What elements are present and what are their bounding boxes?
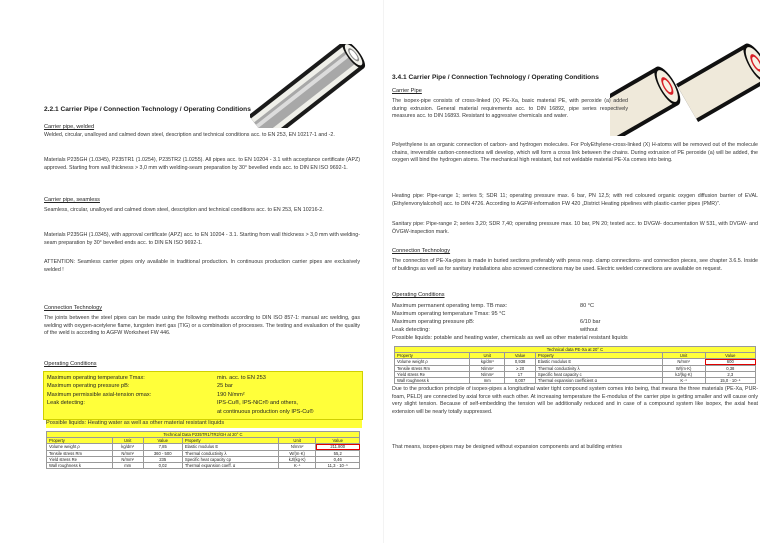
technical-data-table-pexa: [394, 346, 756, 384]
table-header: Unit: [470, 353, 505, 359]
section-heading: 3.4.1 Carrier Pipe / Connection Technology / Operating Conditions: [392, 74, 599, 81]
steel-pipe-photo: [250, 44, 374, 128]
operating-row: Leak detecting: IPS-Cu®, IPS-NiCr® and others,: [47, 400, 298, 407]
operating-title: Operating Conditions: [44, 361, 97, 367]
operating-row: Maximum operating temperature Tmax: min. acc. to EN 253: [47, 375, 266, 381]
seamless-paragraph-1: Seamless, circular, unalloyed and calmed down steel, description and technical conditions acc. to EN 253, EN 10216-2.: [44, 207, 324, 213]
connection-title: Connection Technology: [392, 248, 451, 254]
table-header: Property: [535, 353, 662, 359]
seamless-paragraph-2: Materials P235GH (1.0345), with approval certificate (APZ) acc. to EN 10204 - 3.1. Starting from wall thickness > 3,0 mm with welding-seam preparation by 30° bevelled ends acc. to DIN EN ISO 9692-1.: [44, 232, 360, 246]
operating-row: Maximum operating pressure pB: 25 bar: [47, 383, 233, 390]
table-row: Tensile stress Rm N/mm² 360 - 500 Thermal conductivity λ W/(m·K) 55,2: [47, 450, 360, 456]
operating-footer: Possible liquids: Heating water as well as other material resistant liquids: [46, 420, 362, 428]
highlighted-value: 211.800: [316, 444, 360, 450]
table-header: Value: [143, 438, 182, 444]
table-header: Value: [505, 353, 536, 359]
table-header: Property: [182, 438, 278, 444]
pex-pipes-photo: [610, 36, 760, 136]
table-header: Unit: [112, 438, 143, 444]
operating-row: Maximum operating pressure pB: 6/10 bar: [392, 319, 601, 325]
expansion-paragraph: That means, isopex-pipes may be designed without expansion components and at building entries: [392, 444, 622, 450]
technical-data-table-steel: [46, 431, 360, 469]
table-header: Property: [395, 353, 470, 359]
seamless-title: Carrier pipe, seamless: [44, 197, 100, 203]
operating-title: Operating Conditions: [392, 292, 445, 298]
table-row: Yield stress Re N/mm² 17 Specific heat capacity c kJ/(kg·K) 2,3: [395, 371, 756, 377]
table-row: Wall roughness k mm 0,007 Thermal expansion coefficient α K⁻¹ 15,0 · 10⁻⁵: [395, 377, 756, 383]
table-header: Unit: [278, 438, 316, 444]
table-header: Property: [47, 438, 113, 444]
connection-paragraph: The joints between the steel pipes can be made using the following methods according to DIN ISO 857-1: manual arc welding, gas welding with oxygen-acetylene flame, tungsten inert gas (TIG) or a combination of processes. The testing and evaluation of the quality of the weld is according to AGFW Worksheet FW 446.: [44, 315, 360, 337]
table-header: Unit: [662, 353, 705, 359]
carrier-paragraph-2: Polyethylene is an organic connection of carbon- and hydrogen molecules. For PolyEthylene-cross-linked (X) H-atoms will be removed out of the molecule chains, irreversible carbon-connections will develop, which will form a cross link between the chains. During extrusion of PE peroxide (a) will be added, the oxygen will bind the hydrogen atoms. The mechanical high resistant, but not weldable material PE-Xa comes into being.: [392, 142, 758, 164]
connection-paragraph: The connection of PE-Xa-pipes is made in buried sections preferably with press resp. clamp connections- and connection pieces, see chapter 3.6.5. Inside of buildings as well as for sanitary installations also screwed connections may be used. Electric welded connections are available on request.: [392, 258, 758, 272]
right-page: [384, 0, 768, 543]
carrier-paragraph-1: The isopex-pipe consists of cross-linked (X) PE-Xa, basic material PE, with peroxide (a) added during extrusion. General material requirements acc. to DIN 16892, pipe series respectively measures acc. to DIN 16893. Resistant to aggressive chemicals and water.: [392, 98, 628, 120]
operating-row: Maximum operating temperature Tmax: 95 °C: [392, 311, 506, 317]
welded-title: Carrier pipe, welded: [44, 124, 95, 130]
table-header: Value: [705, 353, 755, 359]
highlighted-value: 600: [705, 359, 755, 365]
operating-footer: Possible liquids: potable and heating water, chemicals as well as other material resistant liquids: [392, 335, 628, 341]
table-row: Volume weight ρ kg/dm³ 0,938 Elastic modulus E N/mm² 600: [395, 359, 756, 365]
operating-conditions-box: [43, 371, 363, 420]
operating-row: Maximum permanent operating temp. TB max: 80 °C: [392, 303, 595, 309]
section-heading: 2.2.1 Carrier Pipe / Connection Technology / Operating Conditions: [44, 106, 251, 113]
welded-paragraph-2: Materials P235GH (1.0345), P235TR1 (1.0254), P235TR2 (1.0255). All pipes acc. to EN 10204 - 3.1 with acceptance certificate (APZ) approved. Starting from wall thickness > 3,0 mm with welding-seam preparation by 30° bevelled ends acc. to DIN EN ISO 9692-1.: [44, 157, 360, 171]
carrier-paragraph-3: Heating pipe: Pipe-range 1; series 5; SDR 11; operating pressure max. 6 bar, PN 12,5; with red coloured organic oxygen diffusion barrier of EVAL (Ethylenvonylalcohol) acc. to DIN 4726. According to AGFW-information FW 420 „District Heating pipelines with plastic-carrier pipes (PMR)".: [392, 193, 758, 207]
table-row: Yield stress Re N/mm² 235 Specific heat capacity cp kJ/(kg·K) 0,46: [47, 456, 360, 462]
table-caption: Technical Data P235TR1/TR2/GH at 20° C: [47, 432, 360, 438]
welded-paragraph-1: Welded, circular, unalloyed and calmed down steel, description and technical conditions acc. to EN 253, EN 10217-1 and -2.: [44, 132, 335, 138]
carrier-title: Carrier Pipe: [392, 88, 422, 94]
compound-paragraph: Due to the production principle of isopex-pipes a longitudinal water tight compound system comes into being, that means the three materials (PE-Xa, PUR-foam, PELD) are connected by axial force with each other. At increasing temperature the E-modulus of the carrier pipe is getting smaller and will cause only very slight tension. Because of self-embedding the tension will be additionally reduced and in case of a compound system like isopex, the axial heat extension will be nearly totally suppressed.: [392, 386, 758, 415]
operating-row: at continuous production only IPS-Cu®: [217, 408, 314, 415]
operating-row: Maximum permissible axial-tension σmax: 190 N/mm²: [47, 391, 245, 398]
carrier-paragraph-4: Sanitary pipe: Pipe-range 2; series 3,20; SDR 7,40; operating pressure max. 10 bar, PN 20; tested acc. to DVGW- documentation W 531, with DVGW- and ÖVGW-inspection mark.: [392, 221, 758, 235]
table-header: Value: [316, 438, 360, 444]
table-row: Wall roughness k mm 0,02 Thermal expansion coeff. α K⁻¹ 11,3 · 10⁻⁶: [47, 462, 360, 468]
table-caption: Technical data PE-Xa at 20° C: [395, 347, 756, 353]
table-row: Volume weight ρ kg/dm³ 7,85 Elastic modulus E N/mm² 211.800: [47, 444, 360, 450]
connection-title: Connection Technology: [44, 305, 103, 311]
table-row: Tensile stress Rm N/mm² ≥ 20 Thermal conductivity λ W/(m·K) 0,38: [395, 365, 756, 371]
seamless-attention: ATTENTION: Seamless carrier pipes only available in traditional production. In continuous production carrier pipes are exclusively welded !: [44, 259, 360, 273]
operating-row: Leak detecting: without: [392, 327, 598, 333]
